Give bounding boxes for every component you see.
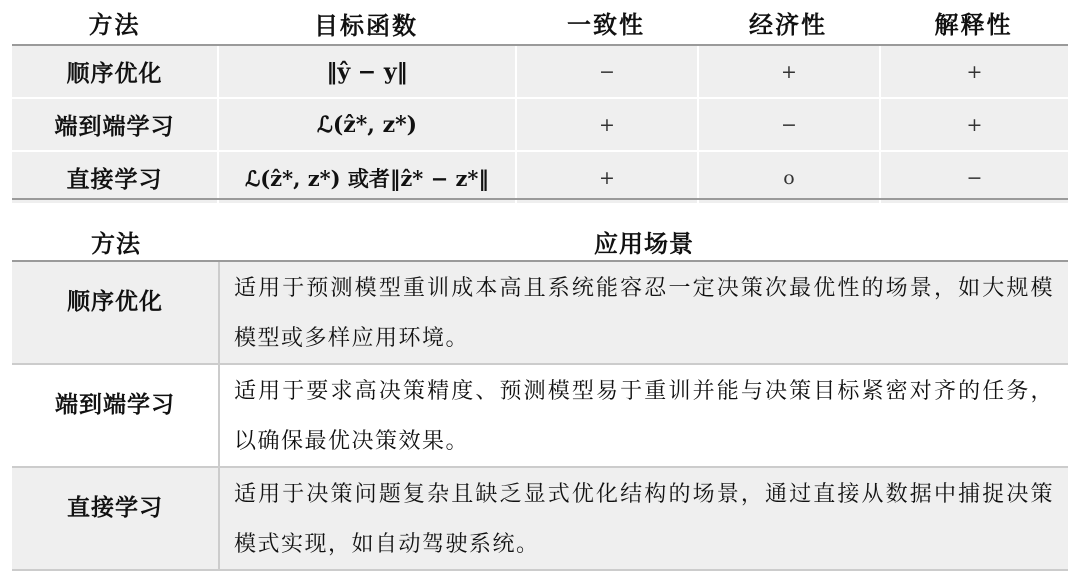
header-method: 方法 [88,10,141,39]
objective-cell: ‖ŷ − y‖ [217,46,515,97]
method-cell: 端到端学习 [12,365,220,466]
table-row [12,365,1068,468]
consistency-cell: − [515,46,697,97]
scenario-cell: 适用于要求高决策精度、预测模型易于重训并能与决策目标紧密对齐的任务，以确保最优决策效果。 [234,379,1054,454]
objective-cell: ℒ(ẑ*, z*) [217,99,515,150]
table-bottom-rule [12,198,1068,200]
application-scenario-table [12,222,1068,571]
economy-cell: − [697,99,879,150]
table-row [12,262,1068,365]
header-objective: 目标函数 [314,11,418,40]
scenario-cell: 适用于决策问题复杂且缺乏显式优化结构的场景，通过直接从数据中捕捉决策模式实现，如自动驾驶系统。 [234,482,1054,557]
method-comparison-table [12,0,1068,205]
table-header-row [12,0,1068,46]
scenario-cell: 适用于预测模型重训成本高且系统能容忍一定决策次最优性的场景，如大规模模型或多样应用环境。 [234,276,1054,351]
method-cell: 顺序优化 [12,262,220,363]
table-row [12,46,1068,99]
economy-cell: + [697,46,879,97]
consistency-cell: + [515,99,697,150]
economy-cell: o [697,152,879,203]
interpretability-cell: − [879,152,1068,203]
header-scenario: 应用场景 [594,229,694,258]
interpretability-cell: + [879,46,1068,97]
table-header-row [12,222,1068,262]
interpretability-cell: + [879,99,1068,150]
method-cell: 直接学习 [12,152,217,203]
consistency-cell: + [515,152,697,203]
method-cell: 顺序优化 [12,46,217,97]
method-cell: 端到端学习 [12,99,217,150]
header-consistency: 一致性 [567,10,645,39]
header-interpretability: 解释性 [934,10,1013,39]
header-method: 方法 [91,229,141,258]
objective-cell: ℒ(ẑ*, z*) 或者‖ẑ* − z*‖ [217,152,515,203]
table-row [12,99,1068,152]
method-cell: 直接学习 [12,468,220,569]
table-row [12,468,1068,571]
header-economy: 经济性 [749,10,827,39]
